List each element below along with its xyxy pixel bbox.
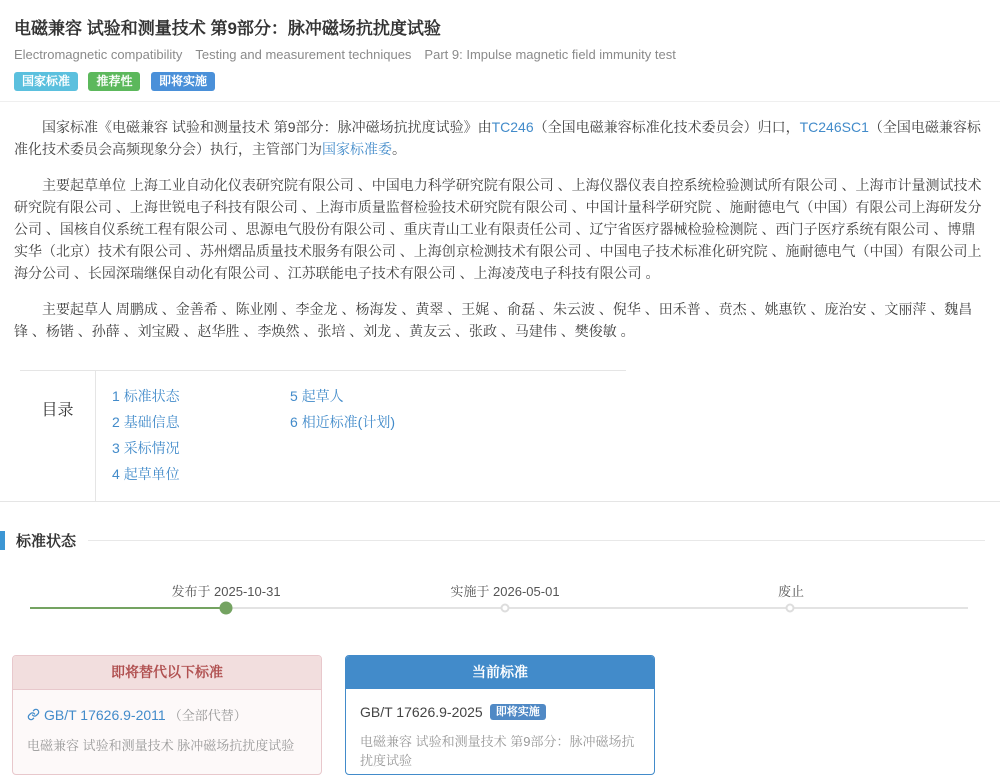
current-standard-code: GB/T 17626.9-2025 — [360, 704, 483, 720]
timeline-progress — [30, 607, 226, 609]
intro-section — [0, 116, 1000, 501]
toc-box — [20, 370, 626, 501]
para1-suffix: 。 — [392, 141, 406, 157]
toc-item-adoption[interactable]: 3 采标情况 — [112, 440, 180, 456]
status-timeline — [0, 577, 1000, 633]
page-subtitle-en: Electromagnetic compatibility Testing and measurement techniques Part 9: Impulse magnetic field immunity test — [14, 47, 676, 62]
timeline-label-published: 发布于 2025-10-31 — [171, 584, 281, 599]
toc-item-basic-info[interactable]: 2 基础信息 — [112, 414, 180, 430]
replaced-standard-link[interactable]: GB/T 17626.9-2011 — [44, 706, 166, 723]
header-divider — [0, 101, 1000, 102]
para1-mid2: （全国电磁兼容标准化技术委员会高频现象分会）执行，主管部门为 — [14, 119, 981, 157]
toc-item-drafters[interactable]: 5 起草人 — [290, 388, 344, 404]
toc-column-1 — [112, 383, 290, 487]
drafters-paragraph: 主要起草人 周鹏成 、金善希 、陈业刚 、李金龙 、杨海发 、黄翠 、王娓 、俞磊 、朱云波 、倪华 、田禾普 、贲杰 、姚惠钦 、庞治安 、文丽萍 、魏昌锋 、杨锴 、孙薛 、刘宝殿 、赵华胜 、李焕然 、张培 、刘龙 、黄友云 、张政 、马建伟 、樊俊敏 。 — [14, 301, 973, 339]
current-card-header: 当前标准 — [346, 656, 654, 689]
link-tc246sc1[interactable]: TC246SC1 — [799, 119, 869, 135]
section-accent-bar — [0, 531, 5, 550]
link-icon — [27, 708, 40, 721]
page-title: 电磁兼容 试验和测量技术 第9部分：脉冲磁场抗扰度试验 — [14, 19, 441, 38]
current-standard-card — [345, 655, 655, 775]
toc-column-2 — [290, 383, 468, 487]
section-header-standard-status — [0, 530, 1000, 551]
para1-mid1: （全国电磁兼容标准化技术委员会）归口， — [533, 119, 800, 135]
badge-upcoming: 即将实施 — [151, 72, 215, 91]
timeline-dot-published — [220, 602, 233, 615]
timeline-label-abolished: 废止 — [777, 584, 805, 599]
badge-recommended: 推荐性 — [88, 72, 140, 91]
badge-row — [14, 72, 986, 91]
toc-item-drafting-org[interactable]: 4 起草单位 — [112, 466, 180, 482]
page-header — [0, 14, 1000, 91]
current-standard-status-badge: 即将实施 — [490, 704, 546, 720]
timeline-dot-effective — [501, 604, 510, 613]
drafting-organizations-paragraph: 主要起草单位 上海工业自动化仪表研究院有限公司 、中国电力科学研究院有限公司 、上海仪器仪表自控系统检验测试所有限公司 、上海市计量测试技术研究院有限公司 、上海世锐电子科技有限公司 、上海市质量监督检验技术研究院有限公司 、中国计量科学研究院 、施耐德电气（中国）有限公司上海研发分公司 、国核自仪系统工程有限公司 、思源电气股份有限公司 、重庆青山工业有限责任公司 、辽宁省医疗器械检验检测院 、西门子医疗系统有限公司 、博鼎实华（北京）技术有限公司 、苏州熠品质量技术服务有限公司 、上海创京检测技术有限公司 、中国电子技术标准化研究院 、施耐德电气（中国）有限公司上海分公司 、长园深瑞继保自动化有限公司 、江苏联能电子技术有限公司 、上海凌茂电子科技有限公司 。 — [14, 177, 982, 281]
toc-label: 目录 — [20, 371, 96, 501]
timeline-label-effective: 实施于 2026-05-01 — [450, 584, 560, 599]
replaced-standard-card — [12, 655, 322, 775]
toc-item-standard-status[interactable]: 1 标准状态 — [112, 388, 180, 404]
link-sac[interactable]: 国家标准委 — [322, 141, 392, 157]
link-tc246[interactable]: TC246 — [491, 119, 534, 135]
para1-prefix: 国家标准《电磁兼容 试验和测量技术 第9部分：脉冲磁场抗扰度试验》由 — [42, 119, 492, 135]
section-header-line — [88, 540, 985, 541]
toc-bottom-divider — [0, 501, 1000, 502]
toc-columns — [96, 371, 468, 501]
standard-cards-row — [0, 655, 1000, 775]
current-standard-title: 电磁兼容 试验和测量技术 第9部分：脉冲磁场抗扰度试验 — [360, 734, 635, 768]
replaced-standard-title: 电磁兼容 试验和测量技术 脉冲磁场抗扰度试验 — [27, 738, 295, 753]
section-title: 标准状态 — [16, 533, 77, 550]
toc-item-related-standards[interactable]: 6 相近标准(计划) — [290, 414, 396, 430]
badge-national-standard: 国家标准 — [14, 72, 78, 91]
replaced-card-header: 即将替代以下标准 — [13, 656, 321, 690]
timeline-dot-abolished — [786, 604, 795, 613]
replaced-standard-note: （全部代替） — [168, 708, 247, 723]
intro-paragraph-1 — [14, 116, 986, 160]
